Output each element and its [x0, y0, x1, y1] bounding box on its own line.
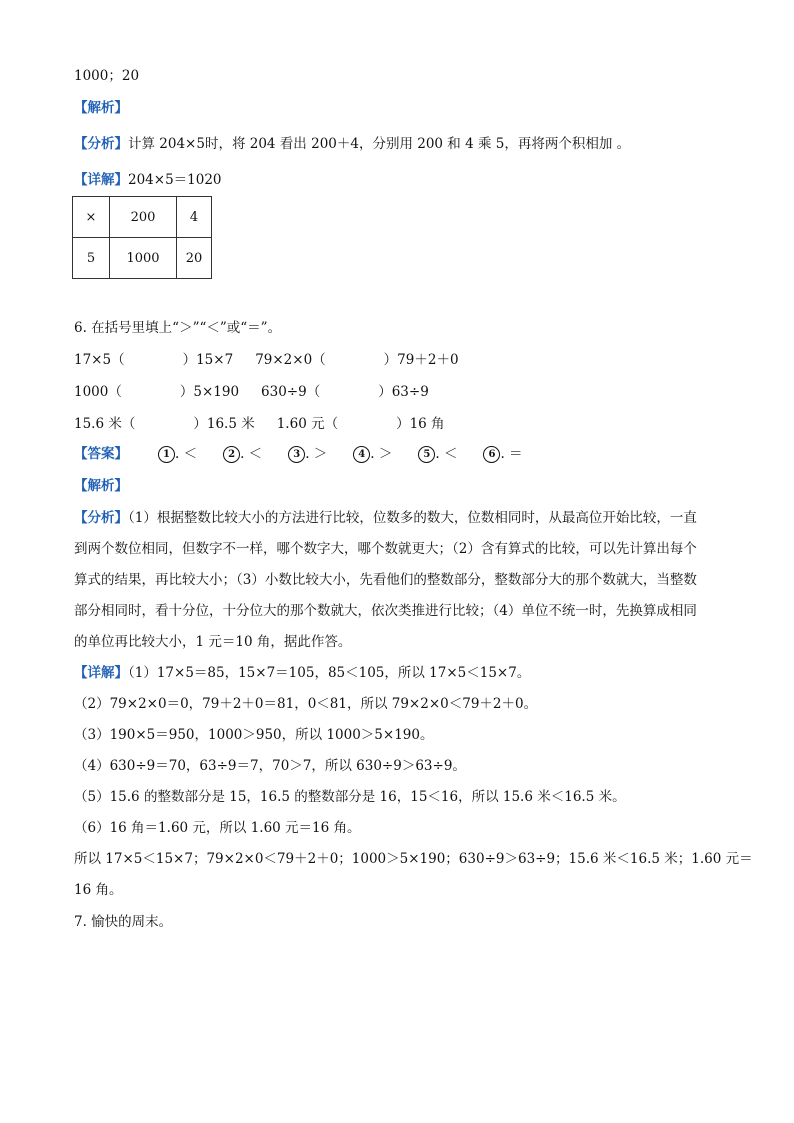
answer-symbol: . ＜: [240, 446, 263, 462]
circled-number: 1: [158, 446, 175, 463]
xiangjie-tag: 【详解】: [74, 172, 128, 188]
table-row: [73, 238, 212, 279]
prev-detail: [74, 170, 222, 190]
daan-tag: 【答案】: [74, 446, 128, 462]
q6-row-3: [74, 414, 445, 434]
prev-analysis-text: 计算 204×5时，将 204 看出 200＋4，分别用 200 和 4 乘 5，再将两个积相加 。: [128, 136, 631, 152]
table-cell: 5: [73, 238, 110, 279]
q6-analysis-line: 部分相同时，看十分位，十分位大的那个数就大，依次类推进行比较；（4）单位不统一时，先换算成相同: [74, 603, 697, 619]
answer-symbol: . ＞: [370, 446, 393, 462]
blank-suffix: ）79＋2＋0: [383, 352, 459, 368]
answer-symbol: . ＞: [305, 446, 328, 462]
answer-symbol: . ＝: [500, 446, 523, 462]
fenxi-tag: 【分析】: [74, 136, 128, 152]
blank-prefix: 15.6 米（: [74, 416, 136, 432]
blank-prefix: 79×2×0（: [255, 352, 326, 368]
table-cell: 1000: [110, 238, 177, 279]
circled-number: 5: [418, 446, 435, 463]
xiangjie-tag: 【详解】: [74, 665, 128, 681]
prev-answer: 1000；20: [74, 68, 140, 84]
q6-answer: [74, 444, 549, 464]
blank-prefix: 1000（: [74, 384, 122, 400]
blank-suffix: ）15×7: [182, 352, 234, 368]
q6-detail-line: （6）16 角＝1.60 元，所以 1.60 元＝16 角。: [74, 820, 361, 836]
table-cell: 200: [110, 197, 177, 238]
blank-suffix: ）5×190: [179, 384, 240, 400]
circled-number: 4: [353, 446, 370, 463]
multiplication-table: [72, 196, 212, 279]
blank-suffix: ）63÷9: [378, 384, 429, 400]
table-cell: 4: [177, 197, 212, 238]
answer-item: [158, 444, 197, 464]
answer-list: [158, 446, 549, 462]
prev-detail-text: 204×5＝1020: [128, 172, 222, 188]
answer-item: [418, 444, 457, 464]
prev-analysis: [74, 134, 630, 154]
q6-analysis-line: 的单位再比较大小，1 元＝10 角，据此作答。: [74, 634, 352, 650]
answer-symbol: . ＜: [175, 446, 198, 462]
answer-item: [483, 444, 522, 464]
answer-symbol: . ＜: [435, 446, 458, 462]
q6-summary-line: 16 角。: [74, 882, 123, 898]
q6-detail-line: （5）15.6 的整数部分是 15，16.5 的整数部分是 16，15＜16，所以 15.6 米＜16.5 米。: [74, 789, 626, 805]
table-row: [73, 197, 212, 238]
q6-analysis-line: [74, 508, 697, 528]
q6-analysis-line: 算式的结果，再比较大小；（3）小数比较大小，先看他们的整数部分，整数部分大的那个数就大，当整数: [74, 572, 697, 588]
q6-detail-line: （2）79×2×0＝0，79＋2＋0＝81，0＜81，所以 79×2×0＜79＋2＋0。: [74, 696, 538, 712]
table-cell: 20: [177, 238, 212, 279]
answer-item: [223, 444, 262, 464]
q6-row-1: [74, 350, 459, 370]
blank-prefix: 17×5（: [74, 352, 125, 368]
answer-item: [288, 444, 327, 464]
jiexi-tag: 【解析】: [74, 478, 128, 494]
blank-suffix: ）16 角: [396, 416, 445, 432]
circled-number: 6: [483, 446, 500, 463]
table-cell: ×: [73, 197, 110, 238]
detail-text: （1）17×5＝85，15×7＝105，85＜105，所以 17×5＜15×7。: [128, 665, 531, 681]
q6-detail-line: （3）190×5＝950，1000＞950，所以 1000＞5×190。: [74, 727, 434, 743]
q6-title: 6. 在括号里填上“＞”“＜”或“＝”。: [74, 320, 282, 336]
circled-number: 3: [288, 446, 305, 463]
q6-detail-line: [74, 663, 530, 683]
q6-row-2: [74, 382, 429, 402]
analysis-text: （1）根据整数比较大小的方法进行比较，位数多的数大，位数相同时，从最高位开始比较，一直: [128, 510, 697, 526]
answer-item: [353, 444, 392, 464]
fenxi-tag: 【分析】: [74, 510, 128, 526]
q6-summary-line: 所以 17×5＜15×7；79×2×0＜79＋2＋0；1000＞5×190；630÷9＞63÷9；15.6 米＜16.5 米；1.60 元＝: [74, 851, 753, 867]
q6-analysis-line: 到两个数位相同，但数字不一样，哪个数字大，哪个数就更大；（2）含有算式的比较，可以先计算出每个: [74, 541, 697, 557]
blank-suffix: ）16.5 米: [193, 416, 255, 432]
q6-detail-line: （4）630÷9＝70，63÷9＝7，70＞7，所以 630÷9＞63÷9。: [74, 758, 466, 774]
blank-prefix: 1.60 元（: [276, 416, 339, 432]
circled-number: 2: [223, 446, 240, 463]
jiexi-tag: 【解析】: [74, 100, 128, 116]
q7-title: 7. 愉快的周末。: [74, 914, 173, 930]
blank-prefix: 630÷9（: [261, 384, 321, 400]
